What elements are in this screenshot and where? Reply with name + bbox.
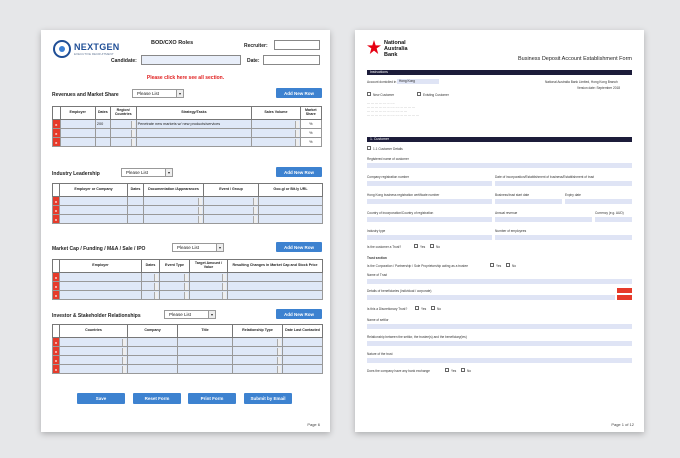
field-label: Is the Corporation / Partnership / Sole Proprietorship acting as a trustee <box>367 264 468 268</box>
table-cell[interactable] <box>95 120 110 129</box>
existing-customer-checkbox[interactable] <box>417 92 421 96</box>
table-cell[interactable] <box>60 197 128 206</box>
submit-by-email-button[interactable]: Submit by Email <box>244 393 292 404</box>
spinner-icon[interactable] <box>277 348 281 355</box>
col-strategy: Strategy/Tasks <box>136 107 252 120</box>
table-cell[interactable] <box>259 215 323 224</box>
bank-name-line: Bank <box>384 52 398 59</box>
field-label: Date of incorporation/Establishment of business/Establishment of trust <box>495 175 595 179</box>
investor-table <box>52 324 323 374</box>
spinner-icon[interactable] <box>222 274 226 281</box>
chevron-down-icon: ▾ <box>208 311 215 318</box>
table-cell[interactable] <box>60 129 95 138</box>
account-domiciled-value: Hong Kong <box>399 79 415 83</box>
table-cell[interactable] <box>128 338 178 347</box>
table-cell[interactable] <box>178 356 233 365</box>
table-row <box>53 291 323 300</box>
table-row <box>53 365 323 374</box>
show-all-sections-link[interactable]: Please click here see all section. <box>146 75 225 81</box>
col-date-last-contacted: Date Last Contacted <box>283 325 323 338</box>
delete-row-icon[interactable]: x <box>53 347 60 356</box>
delete-row-icon[interactable]: x <box>53 273 60 282</box>
new-customer-label: New Customer <box>373 93 395 97</box>
bank-name <box>384 40 408 58</box>
table-cell[interactable] <box>204 215 259 224</box>
field-label: Details of beneficiaries (individual / corporate) <box>367 289 432 293</box>
spinner-icon[interactable] <box>295 130 299 137</box>
strategy-value: Penetrate new markets w/ new products/services <box>137 122 221 126</box>
beneficiary-field[interactable] <box>367 295 615 300</box>
trustee-yes-checkbox[interactable] <box>490 263 494 267</box>
field-label: Is the customer a Trust? <box>367 245 402 249</box>
spinner-icon[interactable] <box>131 121 135 128</box>
chevron-down-icon: ▾ <box>216 244 223 251</box>
spinner-icon[interactable] <box>253 198 257 205</box>
branch-note: National Australia Bank Limited, Hong Kong Branch <box>545 80 618 84</box>
add-row-button-market-cap[interactable]: Add New Row <box>276 242 322 252</box>
spinner-icon[interactable] <box>198 216 202 223</box>
table-cell[interactable] <box>110 138 136 147</box>
date-field[interactable] <box>263 55 320 65</box>
expiry-date-field[interactable] <box>565 199 632 204</box>
account-domiciled-select[interactable] <box>397 79 439 84</box>
revenues-select[interactable] <box>132 89 184 98</box>
annual-revenue-field[interactable] <box>495 217 592 222</box>
table-cell[interactable] <box>259 197 323 206</box>
spinner-icon[interactable] <box>122 339 126 346</box>
customer-bar: 1. Customer <box>367 137 632 142</box>
table-row <box>53 282 323 291</box>
col-dates: Dates <box>142 260 160 273</box>
incorporation-date-field[interactable] <box>495 181 632 186</box>
table-row <box>53 356 323 365</box>
spinner-icon[interactable] <box>295 139 299 146</box>
table-cell[interactable] <box>136 120 252 129</box>
table-cell[interactable] <box>110 120 136 129</box>
table-row <box>53 273 323 282</box>
col-region: Region/ Countries <box>110 107 136 120</box>
market-cap-select[interactable] <box>172 243 224 252</box>
field-label: Company registration number <box>367 175 409 179</box>
col-documentation: Documentation /Appearances <box>144 184 204 197</box>
spinner-icon[interactable] <box>198 198 202 205</box>
table-cell[interactable] <box>136 129 252 138</box>
select-value: Please List <box>137 91 160 96</box>
field-label: Relationship between the settlor, the trustee(s) and the beneficiary(ies) <box>367 335 467 339</box>
trust-no-checkbox[interactable] <box>430 244 434 248</box>
table-row <box>53 215 323 224</box>
page-number: Page 1 of 12 <box>611 422 634 427</box>
delete-row-icon[interactable]: x <box>53 197 60 206</box>
header-spacer <box>53 325 60 338</box>
field-label: Annual revenue <box>495 211 518 215</box>
nab-logo <box>367 40 408 58</box>
spinner-icon[interactable] <box>222 283 226 290</box>
field-label: Name of Trust <box>367 273 388 277</box>
table-cell[interactable] <box>128 215 144 224</box>
new-customer-checkbox[interactable] <box>367 92 371 96</box>
customer-details-checkbox[interactable] <box>367 146 371 150</box>
field-label: Country of incorporation/Country of registration <box>367 211 434 215</box>
currency-field[interactable] <box>595 217 632 222</box>
spinner-icon[interactable] <box>154 283 158 290</box>
table-row <box>53 338 323 347</box>
table-cell[interactable] <box>128 356 178 365</box>
nextgen-logo-icon <box>53 40 71 58</box>
col-employer: Employer <box>60 260 142 273</box>
trust-section-heading: Trust section <box>367 256 387 260</box>
table-cell[interactable] <box>128 347 178 356</box>
table-cell[interactable] <box>283 338 323 347</box>
no-label: No <box>437 307 442 311</box>
table-cell[interactable] <box>136 138 252 147</box>
table-cell[interactable] <box>228 282 323 291</box>
br-number-field[interactable] <box>367 199 492 204</box>
field-label: Currency (e.g. AUD) <box>595 211 624 215</box>
col-resulting-changes: Resulting Changes in Market Cap and Stock Price <box>228 260 323 273</box>
country-field[interactable] <box>367 217 492 222</box>
no-label: No <box>512 264 517 268</box>
field-label: Expiry date <box>565 193 581 197</box>
delete-row-icon[interactable]: x <box>53 282 60 291</box>
table-row <box>53 120 322 129</box>
revenues-table <box>52 106 322 147</box>
col-employer: Employer <box>60 107 95 120</box>
account-domiciled-label: Account domiciled in <box>367 80 397 84</box>
table-row <box>53 138 322 147</box>
spinner-icon[interactable] <box>122 366 126 373</box>
table-cell[interactable] <box>60 365 128 374</box>
table-cell[interactable] <box>190 291 228 300</box>
table-cell[interactable] <box>128 365 178 374</box>
logo-subtext: EXECUTIVE RECRUITMENT <box>74 52 114 56</box>
exchange-no-checkbox[interactable] <box>461 368 465 372</box>
table-row <box>53 129 322 138</box>
industry-select[interactable] <box>121 168 173 177</box>
table-cell[interactable] <box>95 138 110 147</box>
delete-row-icon[interactable]: x <box>53 215 60 224</box>
table-cell[interactable] <box>60 338 128 347</box>
bank-name-line: Australia <box>384 46 408 53</box>
nature-of-trust-field[interactable] <box>367 358 632 363</box>
spinner-icon[interactable] <box>154 292 158 299</box>
registered-name-field[interactable] <box>367 163 632 168</box>
col-sales-volume: Sales Volume <box>252 107 300 120</box>
add-row-button-revenues[interactable]: Add New Row <box>276 88 322 98</box>
field-label: Nature of the trust <box>367 352 393 356</box>
table-cell[interactable] <box>252 129 300 138</box>
field-label: Registered name of customer <box>367 157 409 161</box>
col-countries: Countries <box>60 325 128 338</box>
table-cell[interactable] <box>144 206 204 215</box>
table-cell[interactable] <box>283 356 323 365</box>
table-cell[interactable] <box>190 282 228 291</box>
dates-value: 200 <box>96 122 104 126</box>
field-label: Industry type <box>367 229 386 233</box>
trust-name-field[interactable] <box>367 279 632 284</box>
header-spacer <box>53 107 61 120</box>
spinner-icon[interactable] <box>184 274 188 281</box>
spinner-icon[interactable] <box>277 339 281 346</box>
reset-form-button[interactable]: Reset Form <box>133 393 181 404</box>
section-title-industry: Industry Leadership <box>52 171 100 177</box>
table-cell[interactable] <box>95 129 110 138</box>
header-spacer <box>53 260 60 273</box>
spinner-icon[interactable] <box>184 292 188 299</box>
table-cell[interactable] <box>252 138 300 147</box>
table-cell[interactable] <box>178 365 233 374</box>
print-form-button[interactable]: Print Form <box>188 393 236 404</box>
table-row <box>53 206 323 215</box>
table-cell <box>300 138 321 147</box>
yes-label: Yes <box>420 245 426 249</box>
form-title: Business Deposit Account Establishment Form <box>517 56 632 62</box>
spinner-icon[interactable] <box>222 292 226 299</box>
nab-form-page <box>355 30 644 432</box>
col-title: Title <box>178 325 233 338</box>
table-cell[interactable] <box>60 120 95 129</box>
select-value: Please List <box>126 170 149 175</box>
candidate-field[interactable] <box>141 55 241 65</box>
spinner-icon[interactable] <box>131 130 135 137</box>
add-beneficiary-button[interactable] <box>617 288 632 293</box>
col-employer-company: Employer or Company <box>60 184 128 197</box>
spinner-icon[interactable] <box>131 139 135 146</box>
table-cell[interactable] <box>128 206 144 215</box>
pct-sign: % <box>309 122 313 126</box>
table-cell[interactable] <box>160 291 190 300</box>
date-label: Date: <box>247 58 260 64</box>
table-cell[interactable] <box>204 206 259 215</box>
table-cell[interactable] <box>233 365 283 374</box>
col-dates: Dates <box>128 184 144 197</box>
table-cell[interactable] <box>228 273 323 282</box>
add-row-button-industry[interactable]: Add New Row <box>276 167 322 177</box>
employees-field[interactable] <box>495 235 632 240</box>
table-cell[interactable] <box>142 282 160 291</box>
notice-text: ··· ··· ··· ··· ··· ··· ··· ··· ··· ··· ··· ··· ··· ··· ··· ··· ··· ··· ··· ··· ··· ··· ··· ··· ··· ··· ··· ··· ··· ··· ··· ··· ··· ··· ··· ··· ··· ··· ··· ··· ··· ··· <box>367 102 420 119</box>
relationship-field[interactable] <box>367 341 632 346</box>
table-cell[interactable] <box>142 291 160 300</box>
table-cell[interactable] <box>60 215 128 224</box>
remove-beneficiary-button[interactable] <box>617 295 632 300</box>
col-event-group: Event / Group <box>204 184 259 197</box>
star-icon <box>367 40 381 54</box>
spinner-icon[interactable] <box>295 121 299 128</box>
recruiter-field[interactable] <box>274 40 320 50</box>
settlor-field[interactable] <box>367 324 632 329</box>
table-cell[interactable] <box>283 365 323 374</box>
no-label: No <box>436 245 441 249</box>
yes-label: Yes <box>496 264 502 268</box>
delete-row-icon[interactable]: x <box>53 365 60 374</box>
industry-type-field[interactable] <box>367 235 492 240</box>
pct-sign: % <box>309 140 313 144</box>
add-row-button-investor[interactable]: Add New Row <box>276 309 322 319</box>
table-cell[interactable] <box>178 338 233 347</box>
trustee-no-checkbox[interactable] <box>506 263 510 267</box>
table-cell[interactable] <box>142 273 160 282</box>
candidate-label: Candidate: <box>111 58 137 64</box>
trust-yes-checkbox[interactable] <box>414 244 418 248</box>
table-cell[interactable] <box>283 347 323 356</box>
table-row <box>53 347 323 356</box>
delete-row-icon[interactable]: x <box>53 356 60 365</box>
table-cell[interactable] <box>144 215 204 224</box>
spinner-icon[interactable] <box>122 348 126 355</box>
market-cap-table <box>52 259 323 300</box>
table-cell[interactable] <box>60 291 142 300</box>
table-cell <box>300 129 321 138</box>
table-cell[interactable] <box>160 282 190 291</box>
bod-cxo-form-page <box>41 30 330 432</box>
pct-sign: % <box>309 131 313 135</box>
no-label: No <box>467 369 472 373</box>
col-dates: Dates <box>95 107 110 120</box>
logo-text: NEXTGEN <box>74 42 120 52</box>
start-date-field[interactable] <box>495 199 562 204</box>
customer-details-label: 1.1 Customer Details <box>373 147 403 151</box>
page-title: BOD/CXO Roles <box>151 40 194 46</box>
select-value: Please List <box>177 245 200 250</box>
section-title-investor: Investor & Stakeholder Relationships <box>52 313 141 319</box>
table-cell[interactable] <box>233 338 283 347</box>
bank-name-line: National <box>384 40 406 46</box>
col-company: Company <box>128 325 178 338</box>
section-title-market-cap: Market Cap / Funding / M&A / Sale / IPO <box>52 246 146 252</box>
spinner-icon[interactable] <box>154 274 158 281</box>
company-registration-field[interactable] <box>367 181 492 186</box>
table-cell[interactable] <box>144 197 204 206</box>
table-cell[interactable] <box>60 206 128 215</box>
save-button[interactable]: Save <box>77 393 125 404</box>
table-cell[interactable] <box>128 197 144 206</box>
table-cell[interactable] <box>259 206 323 215</box>
chevron-down-icon: ▾ <box>165 169 172 176</box>
spinner-icon[interactable] <box>184 283 188 290</box>
yes-label: Yes <box>451 369 457 373</box>
instructions-bar: Instructions <box>367 70 632 75</box>
discretionary-yes-checkbox[interactable] <box>415 306 419 310</box>
exchange-yes-checkbox[interactable] <box>445 368 449 372</box>
delete-row-icon[interactable]: x <box>53 138 61 147</box>
delete-row-icon[interactable]: x <box>53 129 61 138</box>
section-title-revenues: Revenues and Market Share <box>52 92 119 98</box>
table-cell[interactable] <box>178 347 233 356</box>
recruiter-label: Recruiter: <box>244 43 268 49</box>
table-cell[interactable] <box>160 273 190 282</box>
table-cell[interactable] <box>60 282 142 291</box>
col-url: Goo.gl or Bit.ly URL <box>259 184 323 197</box>
yes-label: Yes <box>421 307 427 311</box>
table-cell[interactable] <box>228 291 323 300</box>
col-relationship-type: Relationship Type <box>233 325 283 338</box>
header-spacer <box>53 184 60 197</box>
col-event-type: Event Type <box>160 260 190 273</box>
field-label: Does the company have any bank exchange <box>367 369 430 373</box>
table-cell[interactable] <box>233 356 283 365</box>
delete-row-icon[interactable]: x <box>53 120 61 129</box>
spinner-icon[interactable] <box>253 216 257 223</box>
delete-row-icon[interactable]: x <box>53 206 60 215</box>
table-cell[interactable] <box>60 273 142 282</box>
col-market-share: Market Share <box>300 107 321 120</box>
nextgen-logo <box>53 40 120 58</box>
spinner-icon[interactable] <box>122 357 126 364</box>
table-cell[interactable] <box>60 356 128 365</box>
delete-row-icon[interactable]: x <box>53 338 60 347</box>
page-number: Page 6 <box>307 422 320 427</box>
table-cell[interactable] <box>204 197 259 206</box>
industry-table <box>52 183 323 224</box>
field-label: Name of settlor <box>367 318 389 322</box>
field-label: Hong Kong business registration certificate number <box>367 193 440 197</box>
chevron-down-icon: ▾ <box>176 90 183 97</box>
spinner-icon[interactable] <box>277 366 281 373</box>
select-value: Please List <box>169 312 192 317</box>
table-row <box>53 197 323 206</box>
discretionary-no-checkbox[interactable] <box>431 306 435 310</box>
field-label: Business/trust start date <box>495 193 530 197</box>
table-cell[interactable] <box>60 347 128 356</box>
table-cell[interactable] <box>60 138 95 147</box>
table-cell[interactable] <box>190 273 228 282</box>
spinner-icon[interactable] <box>277 357 281 364</box>
spinner-icon[interactable] <box>253 207 257 214</box>
table-cell[interactable] <box>233 347 283 356</box>
field-label: Is this a Discretionary Trust? <box>367 307 408 311</box>
col-target-amount: Target Amount / Value <box>190 260 228 273</box>
field-label: Number of employees <box>495 229 527 233</box>
existing-customer-label: Existing Customer <box>423 93 449 97</box>
delete-row-icon[interactable]: x <box>53 291 60 300</box>
spinner-icon[interactable] <box>198 207 202 214</box>
table-cell[interactable] <box>252 120 300 129</box>
table-cell <box>300 120 321 129</box>
investor-select[interactable] <box>164 310 216 319</box>
version-note: Version date: September 2018 <box>577 86 621 90</box>
table-cell[interactable] <box>110 129 136 138</box>
